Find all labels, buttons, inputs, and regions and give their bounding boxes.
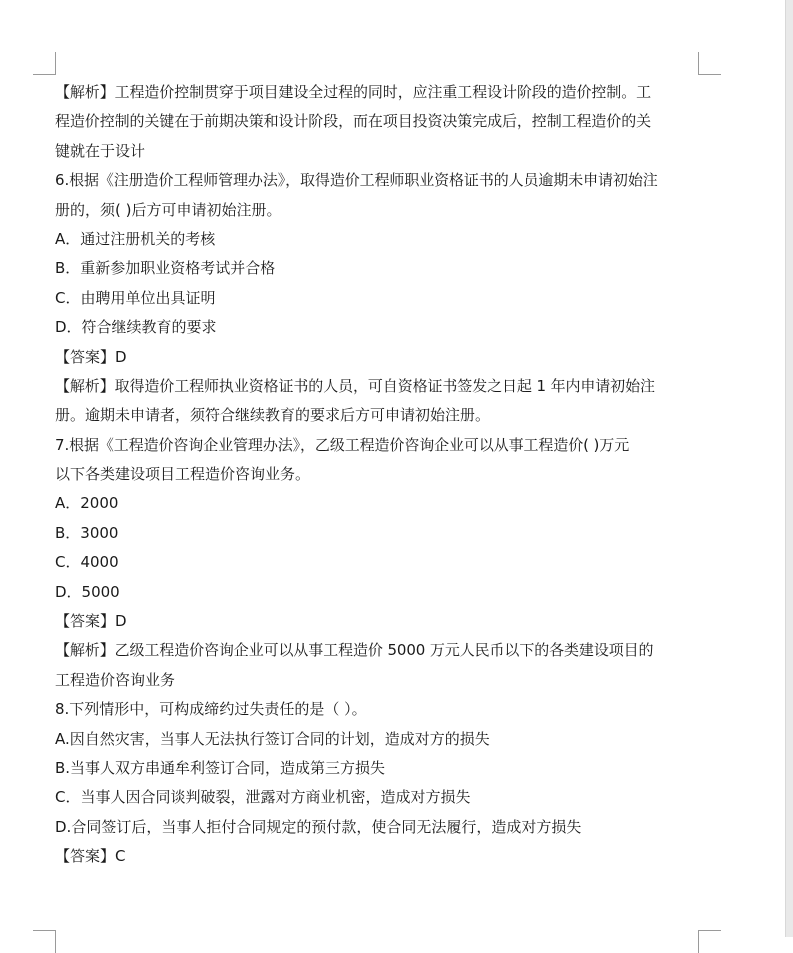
q6-option-a: A．通过注册机关的考核	[55, 229, 216, 248]
crop-mark-bottom-right	[698, 930, 721, 953]
q6-stem-line-2: 册的，须( )后方可申请初始注册。	[55, 200, 282, 219]
q6-option-b: B．重新参加职业资格考试并合格	[55, 259, 276, 278]
q8-option-c: C．当事人因合同谈判破裂，泄露对方商业机密，造成对方损失	[55, 788, 471, 807]
q7-option-a: A．2000	[55, 494, 119, 513]
q5-analysis-line-1: 【解析】工程造价控制贯穿于项目建设全过程的同时，应注重工程设计阶段的造价控制。工	[55, 83, 652, 101]
q6-answer: 【答案】D	[55, 347, 127, 366]
q7-stem-line-1: 7.根据《工程造价咨询企业管理办法》，乙级工程造价咨询企业可以从事工程造价( )万元	[55, 435, 630, 454]
q7-option-d: D．5000	[55, 582, 120, 601]
q7-option-b: B．3000	[55, 523, 119, 542]
q6-option-d: D．符合继续教育的要求	[55, 318, 217, 337]
q8-stem: 8.下列情形中，可构成缔约过失责任的是（ ）。	[55, 700, 367, 719]
crop-mark-bottom-left	[33, 930, 56, 953]
q6-analysis-line-2: 册。逾期未申请者，须符合继续教育的要求后方可申请初始注册。	[55, 406, 491, 425]
q5-analysis-line-2: 程造价控制的关键在于前期决策和设计阶段，而在项目投资决策完成后，控制工程造价的关	[55, 112, 652, 131]
crop-mark-top-right	[698, 52, 721, 75]
q7-analysis-line-2: 工程造价咨询业务	[55, 670, 176, 689]
q6-option-c: C．由聘用单位出具证明	[55, 288, 216, 307]
q8-option-b: B.当事人双方串通牟利签订合同，造成第三方损失	[55, 758, 386, 777]
document-body[interactable]	[55, 78, 700, 872]
q6-analysis-line-1: 【解析】取得造价工程师执业资格证书的人员，可自资格证书签发之日起 1 年内申请初始注	[55, 376, 655, 395]
q7-option-c: C．4000	[55, 553, 119, 572]
q8-answer: 【答案】C	[55, 847, 126, 866]
crop-mark-top-left	[33, 52, 56, 75]
q8-option-d: D.合同签订后，当事人拒付合同规定的预付款，使合同无法履行，造成对方损失	[55, 817, 582, 836]
q6-stem-line-1: 6.根据《注册造价工程师管理办法》，取得造价工程师职业资格证书的人员逾期未申请初始注	[55, 171, 658, 190]
q7-answer: 【答案】D	[55, 612, 127, 631]
q7-analysis-line-1: 【解析】乙级工程造价咨询企业可以从事工程造价 5000 万元人民币以下的各类建设项目的	[55, 641, 654, 660]
q7-stem-line-2: 以下各类建设项目工程造价咨询业务。	[55, 465, 311, 484]
q8-option-a: A.因自然灾害，当事人无法执行签订合同的计划，造成对方的损失	[55, 729, 490, 748]
q5-analysis-line-3: 键就在于设计	[55, 141, 146, 160]
vertical-scrollbar[interactable]	[785, 0, 793, 937]
